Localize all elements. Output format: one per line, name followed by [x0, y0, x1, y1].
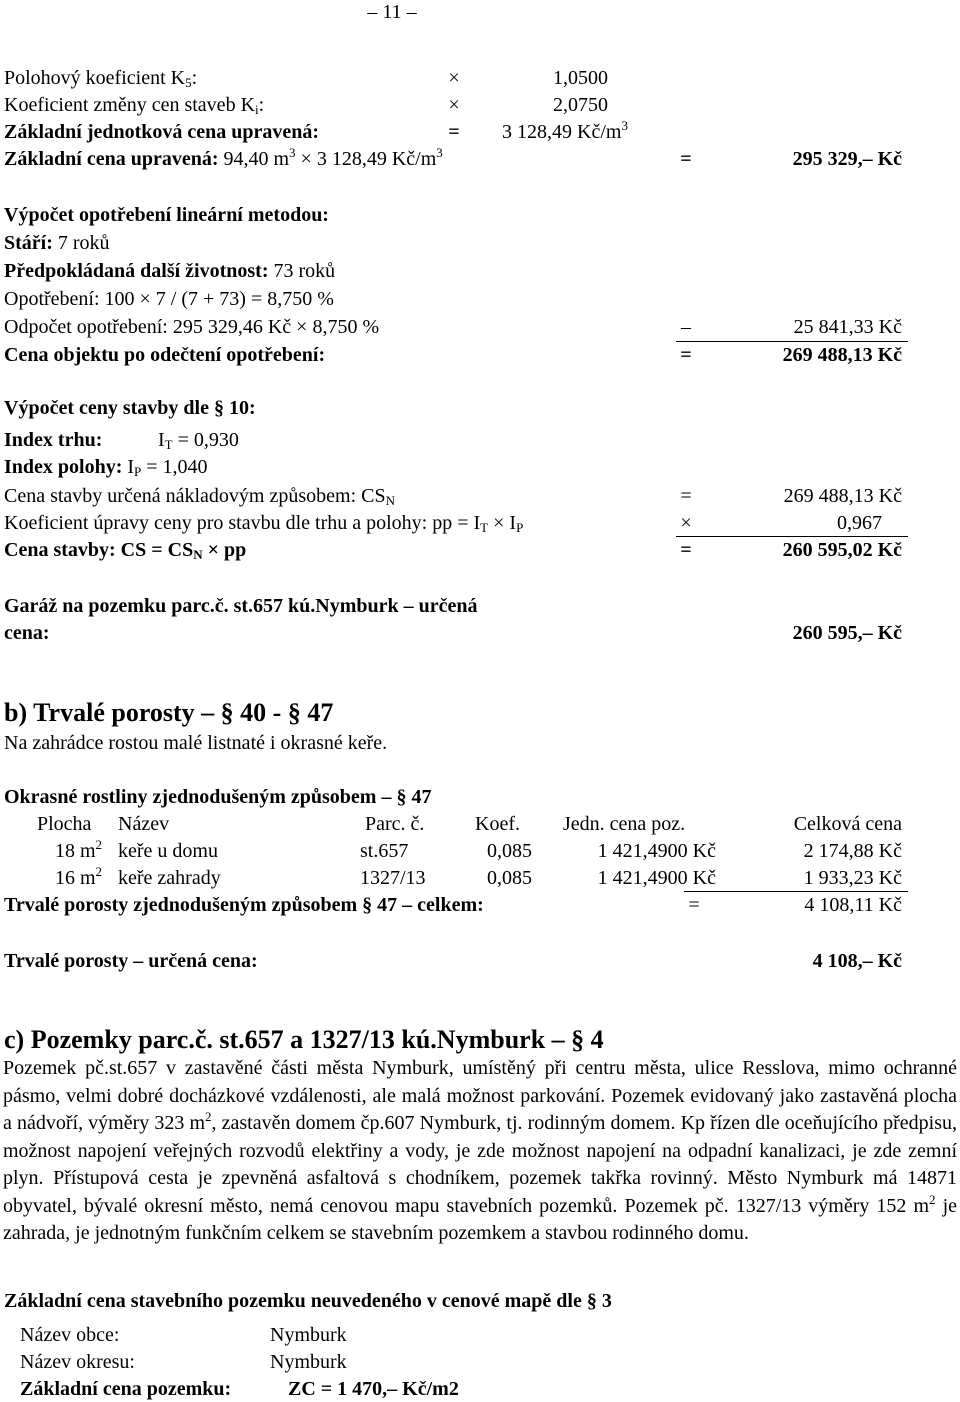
ki-value: 2,0750 — [553, 94, 608, 116]
adjustment-label: Koeficient úpravy ceny pro stavbu dle trhu a polohy: pp = $I_T \times I_P$ — [4, 512, 524, 535]
garage-label: Garáž na pozemku parc.č. st.657 kú.Nymburk – určená — [4, 595, 478, 617]
plants-final-value: 4 108,– Kč — [812, 950, 902, 972]
col-total: Celková cena — [793, 813, 902, 835]
cost-method-operator: = — [680, 485, 692, 507]
col-coef: Koef. — [475, 813, 520, 835]
cell-parcel: st.657 — [360, 840, 409, 862]
depreciation-heading: Výpočet opotřebení lineární metodou: — [4, 204, 329, 226]
plants-sum-label: Trvalé porosty zjednodušeným způsobem § 47 – celkem: — [4, 894, 484, 916]
town-label: Název obce: — [20, 1324, 120, 1346]
deduction-value: 25 841,33 Kč — [793, 316, 902, 338]
land-description: Pozemek pč.st.657 v zastavěné části města Nymburk, umístěný při centru města, ulice Resslova, mimo ochranné pásmo, velmi dobré docházkové vzdálenosti, ale malá možnost parkování. Pozemek evidovaný jako zastavěná plocha a nádvoří, výměry 323 $m^2$, zastavěn domem čp.607 Nymburk, tj. rodinným domem. Kp řízen dle oceňujícího předpisu, možnost napojení veřejných rozvodů elektřiny a vody, je zde možnost napojení na odpadní kanalizaci, je zde zemní plyn. Přístupová cesta je zpevněná asfaltová s chodníkem, pozemek takřka rovinný. Město Nymburk má 14871 obyvatel, bývalé okresní město, nemá cenovou mapu stavebních pozemků. Pozemek pč. 1327/13 výměry 152 $m^2$ je zahrada, je jednotným funkčním celkem se stavebním pozemkem a stavbou rodinného domu. — [3, 1057, 958, 1244]
after-wear-label: Cena objektu po odečtení opotřebení: — [4, 344, 326, 366]
district-value: Nymburk — [270, 1351, 347, 1373]
garage-label-cont: cena: — [4, 622, 50, 644]
base-price-label: Základní cena upravená: 94,40 $m^3 \times 3$ 128,49 $Kč/m^3$ — [4, 145, 443, 170]
k5-label: Polohový koeficient $K_5$: — [4, 67, 198, 90]
market-index-label: Index trhu: — [4, 429, 103, 451]
col-name: Název — [118, 813, 170, 835]
cost-method-label: Cena stavby určená nákladovým způsobem: $CS_N$ — [4, 485, 395, 508]
k5-operator: × — [448, 67, 460, 89]
col-parcel: Parc. č. — [365, 813, 425, 835]
final-price-value: 260 595,02 Kč — [782, 539, 902, 561]
base-land-price-label: Základní cena pozemku: — [20, 1378, 232, 1400]
cell-name: keře u domu — [118, 840, 218, 862]
age-line: Stáří: 7 roků — [4, 232, 110, 254]
base-price-value: 295 329,– Kč — [792, 148, 902, 170]
unit-price-value: 3 128,49 $Kč/m^3$ — [502, 118, 628, 143]
sum-rule — [676, 341, 908, 342]
cell-total: 1 933,23 Kč — [803, 867, 902, 889]
col-area: Plocha — [37, 813, 92, 835]
remaining-life-line: Předpokládaná další životnost: 73 roků — [4, 260, 336, 282]
wear-line: Opotřebení: 100 × 7 / (7 + 73) = 8,750 % — [4, 288, 334, 310]
cell-area: 18 $m^2$ — [54, 837, 102, 862]
col-unit-price: Jedn. cena poz. — [563, 813, 686, 835]
cost-method-value: 269 488,13 Kč — [783, 485, 902, 507]
k5-value: 1,0500 — [553, 67, 608, 89]
deduction-label: Odpočet opotřebení: 295 329,46 Kč × 8,750 % — [4, 316, 380, 338]
cell-unit-price: 1 421,4900 Kč — [597, 840, 716, 862]
town-value: Nymburk — [270, 1324, 347, 1346]
plants-sum-value: 4 108,11 Kč — [804, 894, 902, 916]
garage-value: 260 595,– Kč — [792, 622, 902, 644]
sum-rule — [684, 891, 908, 892]
product-rule — [676, 536, 908, 537]
base-price-operator: = — [680, 148, 692, 170]
adjustment-operator: × — [680, 512, 692, 534]
cell-parcel: 1327/13 — [360, 867, 426, 889]
cell-area: 16 $m^2$ — [54, 864, 102, 889]
market-index-value: $I_T = 0,930$ — [158, 429, 239, 452]
section-c-heading: c) Pozemky parc.č. st.657 a 1327/13 kú.Nymburk – § 4 — [4, 1025, 604, 1054]
plants-final-label: Trvalé porosty – určená cena: — [4, 950, 258, 972]
base-land-heading: Základní cena stavebního pozemku neuvedeného v cenové mapě dle § 3 — [4, 1290, 612, 1312]
final-price-label: Cena stavby: CS = $CS_N$ × pp — [4, 539, 247, 562]
district-label: Název okresu: — [20, 1351, 135, 1373]
cell-unit-price: 1 421,4900 Kč — [597, 867, 716, 889]
ki-label: Koeficient změny cen staveb $K_i$: — [4, 94, 265, 117]
cell-coef: 0,085 — [487, 840, 532, 862]
after-wear-value: 269 488,13 Kč — [782, 344, 902, 366]
ki-operator: × — [448, 94, 460, 116]
deduction-operator: – — [681, 316, 691, 338]
plants-subheading: Okrasné rostliny zjednodušeným způsobem – § 47 — [4, 786, 432, 808]
location-index-line: Index polohy: $I_P = 1,040$ — [4, 456, 208, 479]
base-land-price-value: ZC = 1 470,– Kč/m2 — [288, 1378, 459, 1400]
section-b-heading: b) Trvalé porosty – § 40 - § 47 — [4, 698, 334, 727]
cell-total: 2 174,88 Kč — [803, 840, 902, 862]
final-price-operator: = — [680, 539, 692, 561]
cell-coef: 0,085 — [487, 867, 532, 889]
after-wear-operator: = — [680, 344, 692, 366]
unit-price-label: Základní jednotková cena upravená: — [4, 121, 320, 143]
price-calc-heading: Výpočet ceny stavby dle § 10: — [4, 397, 256, 419]
plants-sum-operator: = — [688, 894, 700, 916]
cell-name: keře zahrady — [118, 867, 221, 889]
section-b-text: Na zahrádce rostou malé listnaté i okrasné keře. — [4, 732, 388, 754]
unit-price-operator: = — [448, 121, 460, 143]
adjustment-value: 0,967 — [837, 512, 882, 534]
